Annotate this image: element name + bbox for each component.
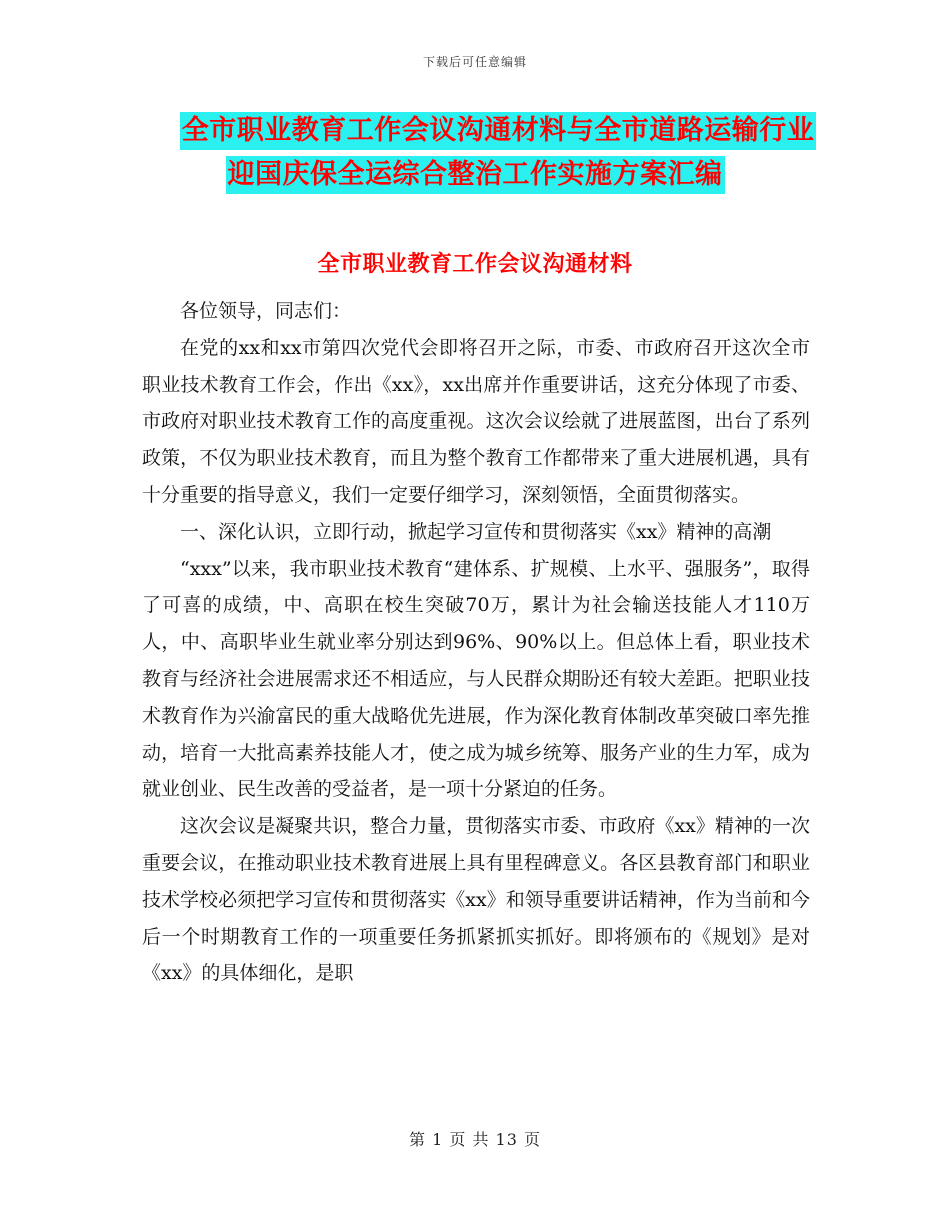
paragraph-4: 这次会议是凝聚共识，整合力量，贯彻落实市委、市政府《xx》精神的一次重要会议，在推动职业技术教育进展上具有里程碑意义。各区县教育部门和职业技术学校必须把学习宣传和贯彻落实《xx》和领导重要讲话精神，作为当前和今后一个时期教育工作的一项重要任务抓紧抓实抓好。即将颁布的《规划》是对《xx》的具体细化，是职 (142, 815, 810, 985)
document-title-line-1 (0, 112, 950, 150)
paragraph-3: “xxx”以来，我市职业技术教育“建体系、扩规模、上水平、强服务”，取得了可喜的成绩，中、高职在校生突破70万，累计为社会输送技能人才110万人，中、高职毕业生就业率分别达到96%、90%以上。但总体上看，职业技术教育与经济社会进展需求还不相适应，与人民群众期盼还有较大差距。把职业技术教育作为兴渝富民的重大战略优先进展，作为深化教育体制改革突破口率先推动，培育一大批高素养技能人才，使之成为城乡统筹、服务产业的生力军，成为就业创业、民生改善的受益者，是一项十分紧迫的任务。 (142, 557, 810, 801)
section-title: 全市职业教育工作会议沟通材料 (317, 251, 633, 277)
paragraph-1: 在党的xx和xx市第四次党代会即将召开之际，市委、市政府召开这次全市职业技术教育工作会，作出《xx》，xx出席并作重要讲话，这充分体现了市委、市政府对职业技术教育工作的高度重视。这次会议绘就了进展蓝图，出台了系列政策，不仅为职业技术教育，而且为整个教育工作都带来了重大进展机遇，具有十分重要的指导意义，我们一定要仔细学习，深刻领悟，全面贯彻落实。 (142, 336, 810, 506)
document-title-text-1: 全市职业教育工作会议沟通材料与全市道路运输行业 (180, 112, 817, 150)
page-header-note: 下载后可任意编辑 (422, 55, 527, 69)
paragraph-2-heading: 一、深化认识，立即行动，掀起学习宣传和贯彻落实《xx》精神的高潮 (180, 520, 772, 543)
page-footer: 第 1 页 共 13 页 (409, 1130, 541, 1149)
document-title-text-2: 迎国庆保全运综合整治工作实施方案汇编 (226, 156, 725, 194)
greeting: 各位领导，同志们： (180, 300, 352, 322)
document-title-line-2 (0, 156, 950, 194)
document-body (142, 293, 810, 992)
